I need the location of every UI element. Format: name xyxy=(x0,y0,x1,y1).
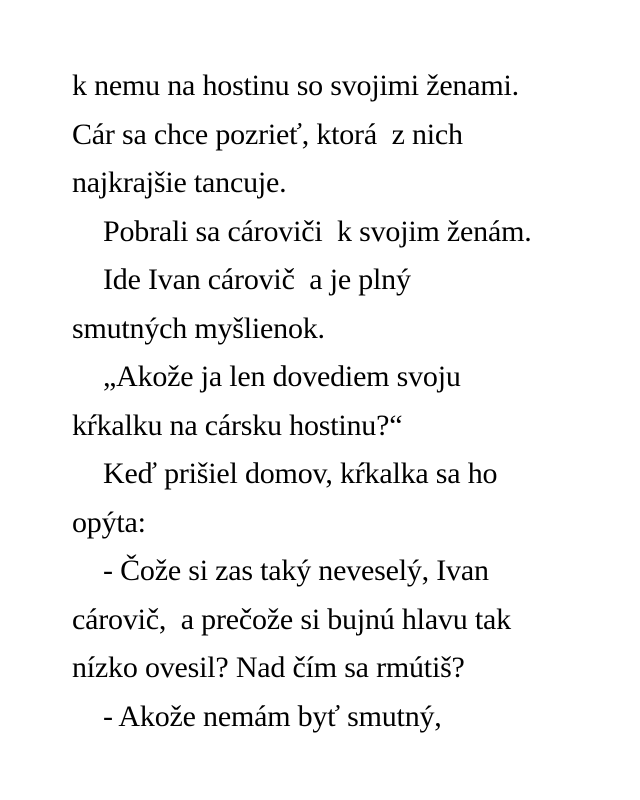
text-line-11: - Čože si zas taký neveselý, Ivan xyxy=(103,554,489,587)
text-line-7: „Akože ja len dovediem svoju xyxy=(103,360,461,393)
text-line-5: Ide Ivan cárovič a je plný xyxy=(103,263,411,296)
text-line-12: cárovič, a prečože si bujnú hlavu tak xyxy=(72,602,511,636)
text-line-9: Keď prišiel domov, kŕkalka sa ho xyxy=(103,457,498,490)
text-line-3: najkrajšie tancuje. xyxy=(72,166,287,199)
text-line-14: - Akože nemám byť smutný, xyxy=(103,699,442,733)
text-line-10: opýta: xyxy=(72,505,146,539)
text-line-13: nízko ovesil? Nad čím sa rmútiš? xyxy=(72,651,465,684)
text-line-2: Cár sa chce pozrieť, ktorá z nich xyxy=(72,117,463,151)
text-line-6: smutných myšlienok. xyxy=(72,311,325,345)
text-line-4: Pobrali sa cároviči k svojim ženám. xyxy=(103,214,532,248)
page-text xyxy=(72,62,612,741)
text-line-1: k nemu na hostinu so svojimi ženami. xyxy=(72,69,519,102)
text-line-8: kŕkalku na cársku hostinu?“ xyxy=(72,408,403,442)
